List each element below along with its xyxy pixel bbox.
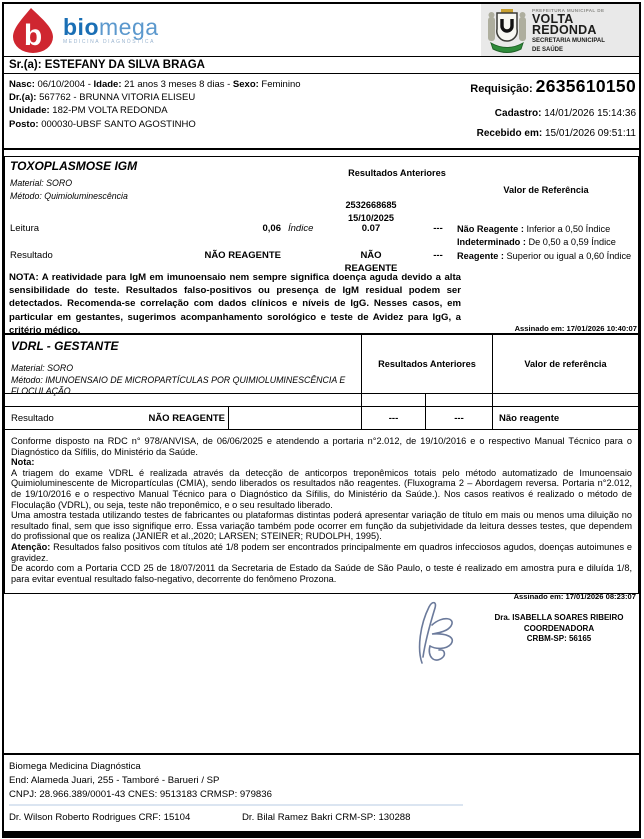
vdrl-nota-label: Nota: — [11, 457, 35, 468]
vdrl-reference-header: Valor de referência — [524, 358, 607, 369]
vdrl-method: Método: IMUNOENSAIO DE MICROPARTÍCULAS POR QUIMIOLUMINESCÊNCIA E FLOCULAÇÃO — [11, 374, 346, 396]
toxo-row-resultado-prev: NÃO REAGENTE — [344, 250, 398, 274]
requisition-block — [470, 76, 636, 139]
toxo-ref-item: Indeterminado : De 0,50 a 0,59 Índice — [457, 237, 616, 248]
idade-label: Idade: — [93, 79, 122, 90]
biomega-logo — [10, 7, 159, 53]
city-name-redonda: REDONDA — [532, 23, 597, 37]
header-divider — [4, 148, 639, 150]
requisicao-number: 2635610150 — [535, 76, 636, 96]
secretaria-line2: DE SAÚDE — [532, 46, 564, 53]
toxo-row-leitura-prev: 0.07 — [361, 223, 381, 234]
toxo-previous-id: 2532668685 — [345, 200, 397, 210]
toxo-reference-values — [457, 223, 637, 263]
patient-line-doctor — [9, 91, 301, 104]
vdrl-reference-value: Não reagente — [499, 412, 560, 424]
footer-doctors — [9, 811, 639, 825]
toxo-row-resultado-dash: --- — [433, 250, 443, 261]
patient-line-birth — [9, 78, 301, 91]
signer-block — [484, 613, 634, 645]
toxo-signed-at: Assinado em: 17/01/2026 10:40:07 — [514, 324, 637, 333]
idade-value: 21 anos 3 meses 8 dias - — [121, 79, 233, 90]
toxo-row-leitura-label: Leitura — [10, 223, 40, 234]
toxo-ref-item: Reagente : Superior ou igual a 0,60 Índice — [457, 250, 632, 261]
nasc-label: Nasc: — [9, 79, 35, 90]
city-name-volta: VOLTA — [532, 12, 574, 26]
toxo-note: NOTA: A reatividade para IgM em imunoensaio nem sempre significa doença aguda devido a alta sensibilidade do teste. Resultados falso-positivos ou presença de IgM residual podem ser detectados. Recomenda-se correlação com dados clínicos e níveis de IgG. Nesses casos, em particular em gestantes, sugerimos acompanhamento sorológico e teste de Avidez para IgG, a critério médico. — [9, 272, 461, 336]
footer-address: End: Alameda Juari, 255 - Tamboré - Barueri / SP — [9, 774, 220, 786]
vdrl-result-row — [5, 406, 638, 429]
biomega-subtitle: MEDICINA DIAGNÓSTICA — [63, 38, 156, 45]
vdrl-signed-at: Assinado em: 17/01/2026 08:23:07 — [513, 592, 636, 601]
biomega-droplet-icon — [10, 7, 56, 53]
recebido-label: Recebido em: — [476, 128, 543, 139]
unidade-value: 182-PM VOLTA REDONDA — [49, 105, 168, 117]
vdrl-prev-1: --- — [362, 407, 426, 429]
cadastro-value: 14/01/2026 15:14:36 — [541, 108, 636, 119]
signer-name: Dra. ISABELLA SOARES RIBEIRO — [494, 613, 624, 622]
toxo-title: TOXOPLASMOSE IGM — [10, 159, 138, 173]
vdrl-result-value: NÃO REAGENTE — [148, 412, 225, 424]
toxo-material: Material: SORO — [10, 178, 73, 188]
toxo-row-leitura-value: 0,06 — [262, 223, 281, 234]
dr-value: 567762 - BRUNNA VITORIA ELISEU — [36, 92, 196, 104]
toxo-row-leitura-dash: --- — [433, 223, 443, 234]
footer-company: Biomega Medicina Diagnóstica — [9, 761, 141, 772]
unidade-label: Unidade: — [9, 105, 50, 117]
footer — [4, 753, 639, 825]
toxo-method: Método: Quimioluminescência — [10, 191, 128, 201]
recebido-value: 15/01/2026 09:51:11 — [542, 128, 636, 139]
vdrl-par-conforme: Conforme disposto na RDC n° 978/ANVISA, de 06/06/2025 e atendendo a portaria n°2.012, de 19/10/2016 e o respectivo Manual Técnico para o Diagnóstico da Sífilis, do Ministério da Saúde. — [11, 436, 632, 457]
vdrl-spacer-row — [5, 393, 638, 406]
toxo-previous-date: 15/10/2025 — [348, 213, 394, 223]
vdrl-par-amostra: Uma amostra testada utilizando testes de fabricantes ou plataformas distintas poderá apresentar variação de título em mais ou menos uma diluição no resultado final, sem que isso signifique erro. Essa variação também pode ocorrer em função da subjetividade da leitura desses testes, que dependem do profissional que os realiza (JANIER et al.,2020; LARSEN; STEINER; RUDOLPH, 1995). — [11, 510, 632, 542]
patient-name-bar — [4, 56, 639, 74]
vdrl-par-triagem: A triagem do exame VDRL é realizada através da detecção de anticorpos treponêmicos totais pelo método automatizado de Imunoensaio Quimioluminescente de Micropartículas (CMIA), sendo liberados os resultados não reagentes. (Fluxograma 2 – Abordagem reversa. Portaria n°2.012, de 19/10/2016 e o respectivo Manual Técnico para o Diagnóstico da Sífilis, do Ministério da Saúde.). Nos casos reativos é realizado o método de Floculação (VDRL), ou seja, teste não treponêmico, e o seu resultado liberado. — [11, 467, 632, 510]
vdrl-title: VDRL - GESTANTE — [11, 339, 119, 353]
signer-role: COORDENADORA — [523, 623, 595, 633]
vdrl-title-cell — [5, 334, 362, 396]
vdrl-previous-results-header: Resultados Anteriores — [362, 334, 493, 393]
requisicao-label: Requisição: — [470, 83, 536, 95]
toxo-row-leitura-unit: Índice — [288, 223, 314, 234]
recebido-line — [470, 128, 636, 139]
nasc-value: 06/10/2004 - — [34, 79, 94, 90]
toxo-reference-header: Valor de Referência — [503, 185, 589, 195]
volta-redonda-crest-icon — [487, 7, 527, 54]
patient-name: ESTEFANY DA SILVA BRAGA — [44, 59, 205, 71]
prefeitura-line: PREFEITURA MUNICIPAL DE — [532, 8, 605, 13]
vdrl-par-portaria: De acordo com a Portaria CCD 25 de 18/07/2011 da Secretaria de Estado da Saúde de São Paulo, o teste é realizado em amostra pura e diluída 1/8, para evitar eventual resultado falso-negativo, decorrente do fenômeno Prozona. — [11, 563, 632, 584]
requisition-line — [470, 76, 636, 99]
biomega-bio: bio — [63, 13, 99, 40]
signature-scribble-icon — [408, 599, 466, 674]
biomega-mega: mega — [99, 13, 159, 40]
posto-label: Posto: — [9, 118, 39, 130]
footer-separator — [9, 804, 463, 806]
vdrl-header-row — [5, 334, 638, 396]
patient-line-unit — [9, 104, 301, 117]
cadastro-line — [470, 108, 636, 119]
toxoplasmose-section — [4, 156, 639, 335]
svg-text:b: b — [23, 19, 43, 52]
vdrl-prev-2: --- — [426, 407, 493, 429]
patient-name-label: Sr.(a): — [9, 59, 42, 71]
biomega-wordmark — [63, 13, 159, 40]
dr-label: Dr.(a): — [9, 92, 37, 104]
vdrl-section — [4, 333, 639, 594]
posto-value: 000030-UBSF SANTO AGOSTINHO — [38, 118, 196, 130]
cadastro-label: Cadastro: — [494, 108, 542, 119]
toxo-row-resultado-value: NÃO REAGENTE — [204, 250, 281, 261]
signer-registry: CRBM-SP: 56165 — [526, 634, 592, 643]
toxo-previous-results-header: Resultados Anteriores — [348, 168, 446, 178]
vdrl-par-atencao: Atenção: Resultados falso positivos com títulos até 1/8 podem ser encontrados principalmente em quadros infecciosos agudos, doenças autoimunes e gravidez. — [11, 541, 632, 563]
patient-line-post — [9, 118, 301, 131]
sexo-value: Feminino — [258, 79, 301, 90]
footer-doctor-2: Dr. Bilal Ramez Bakri CRM-SP: 130288 — [242, 812, 411, 824]
prefeitura-logo — [481, 4, 639, 57]
patient-details — [9, 78, 301, 131]
sexo-label: Sexo: — [232, 79, 259, 90]
secretaria-line1: SECRETARIA MUNICIPAL — [532, 38, 605, 44]
footer-doctor-1: Dr. Wilson Roberto Rodrigues CRF: 15104 — [9, 812, 191, 824]
toxo-row-resultado-label: Resultado — [10, 250, 53, 261]
footer-registry: CNPJ: 28.966.389/0001-43 CNES: 9513183 CRMSP: 979836 — [9, 788, 272, 800]
vdrl-result-label: Resultado — [11, 412, 54, 424]
vdrl-material: Material: SORO — [11, 363, 74, 373]
toxo-ref-item: Não Reagente : Inferior a 0,50 Índice — [457, 224, 611, 234]
vdrl-notes — [5, 429, 638, 593]
